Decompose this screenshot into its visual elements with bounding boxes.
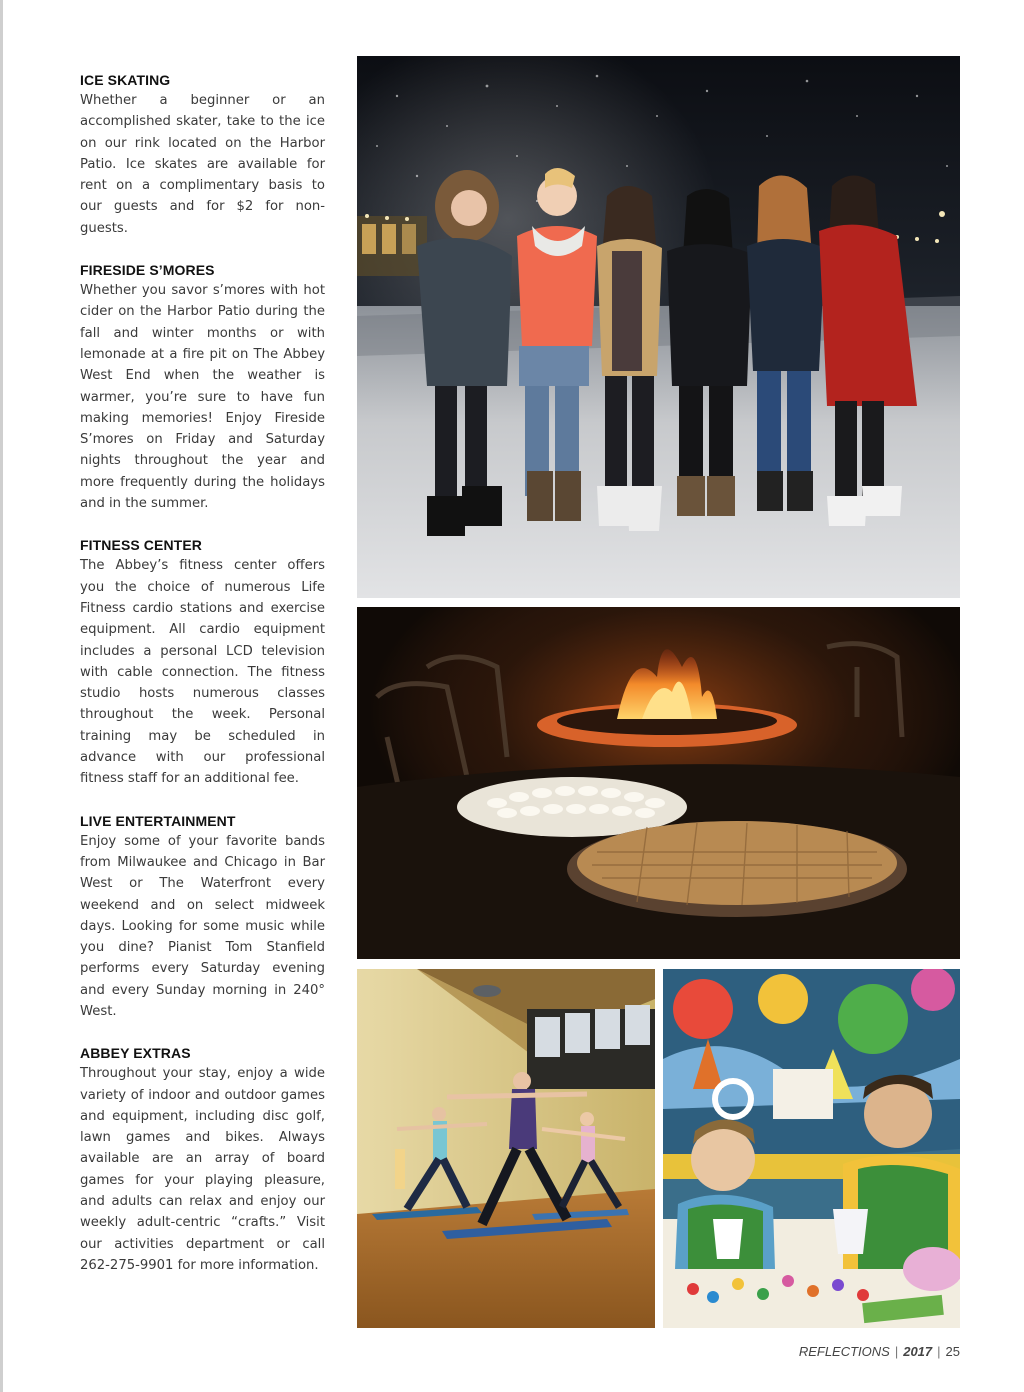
- section-heading: LIVE ENTERTAINMENT: [80, 812, 236, 829]
- photo-ice-skating-illustration: [357, 56, 960, 598]
- section-heading: ABBEY EXTRAS: [80, 1045, 191, 1062]
- section-body: Throughout your stay, enjoy a wide variety of indoor and outdoor games and equipment, including disc golf, lawn games and bikes. Always available are an array of board games for your playing pleasure, and adults can relax and enjoy our weekly adult-centric “crafts.” Visit our activities department or call 262-275-9901 for more information.: [80, 1066, 325, 1273]
- page-footer: [799, 1343, 960, 1361]
- section-body: Enjoy some of your favorite bands from Milwaukee and Chicago in Bar West or The Waterfront every weekend and on select midweek days. Looking for some music while you dine? Pianist Tom Stanfield performs every Saturday evening and every Sunday morning in 240° West.: [80, 833, 325, 1019]
- section-ice-skating: [80, 70, 325, 239]
- section-body: Whether a beginner or an accomplished skater, take to the ice on our rink located on the Harbor Patio. Ice skates are available for rent on a complimentary basis to our guests and for $2 for non-guests.: [80, 93, 325, 236]
- photo-yoga-illustration: [357, 969, 655, 1328]
- page-edge: [0, 0, 3, 1392]
- section-body: The Abbey’s fitness center offers you the choice of numerous Life Fitness cardio stations and exercise equipment. All cardio equipment includes a personal LCD television with cable connection. The fitness studio hosts numerous classes throughout the week. Personal training may be scheduled in advance with our professional fitness staff for an additional fee.: [80, 558, 325, 787]
- photo-smores-illustration: [357, 607, 960, 959]
- section-abbey-extras: [80, 1043, 325, 1276]
- section-fitness-center: [80, 535, 325, 789]
- section-heading: ICE SKATING: [80, 72, 171, 88]
- photo-ice-skating-group: [357, 56, 960, 598]
- footer-separator: |: [937, 1344, 941, 1359]
- photo-fireside-smores: [357, 607, 960, 959]
- photo-fitness-yoga: [357, 969, 655, 1328]
- text-column: [80, 70, 325, 1297]
- photo-kids-crafts: [663, 969, 960, 1328]
- section-heading: FIRESIDE S’MORES: [80, 262, 215, 279]
- section-heading: FITNESS CENTER: [80, 537, 202, 554]
- section-body: Whether you savor s’mores with hot cider on the Harbor Patio during the fall and winter months or with lemonade at a fire pit on The Abbey West End when the weather is warmer, you’re sure to have fun making memories! Enjoy Fireside S’mores on Friday and Saturday nights throughout the year and more frequently during the holidays and in the summer.: [80, 283, 325, 512]
- section-fireside-smores: [80, 260, 325, 514]
- footer-year: 2017: [903, 1344, 933, 1359]
- footer-separator: |: [894, 1344, 899, 1359]
- section-live-entertainment: [80, 811, 325, 1023]
- photo-kids-illustration: [663, 969, 960, 1328]
- footer-page-number: 25: [945, 1344, 960, 1359]
- footer-publication: REFLECTIONS: [798, 1344, 890, 1359]
